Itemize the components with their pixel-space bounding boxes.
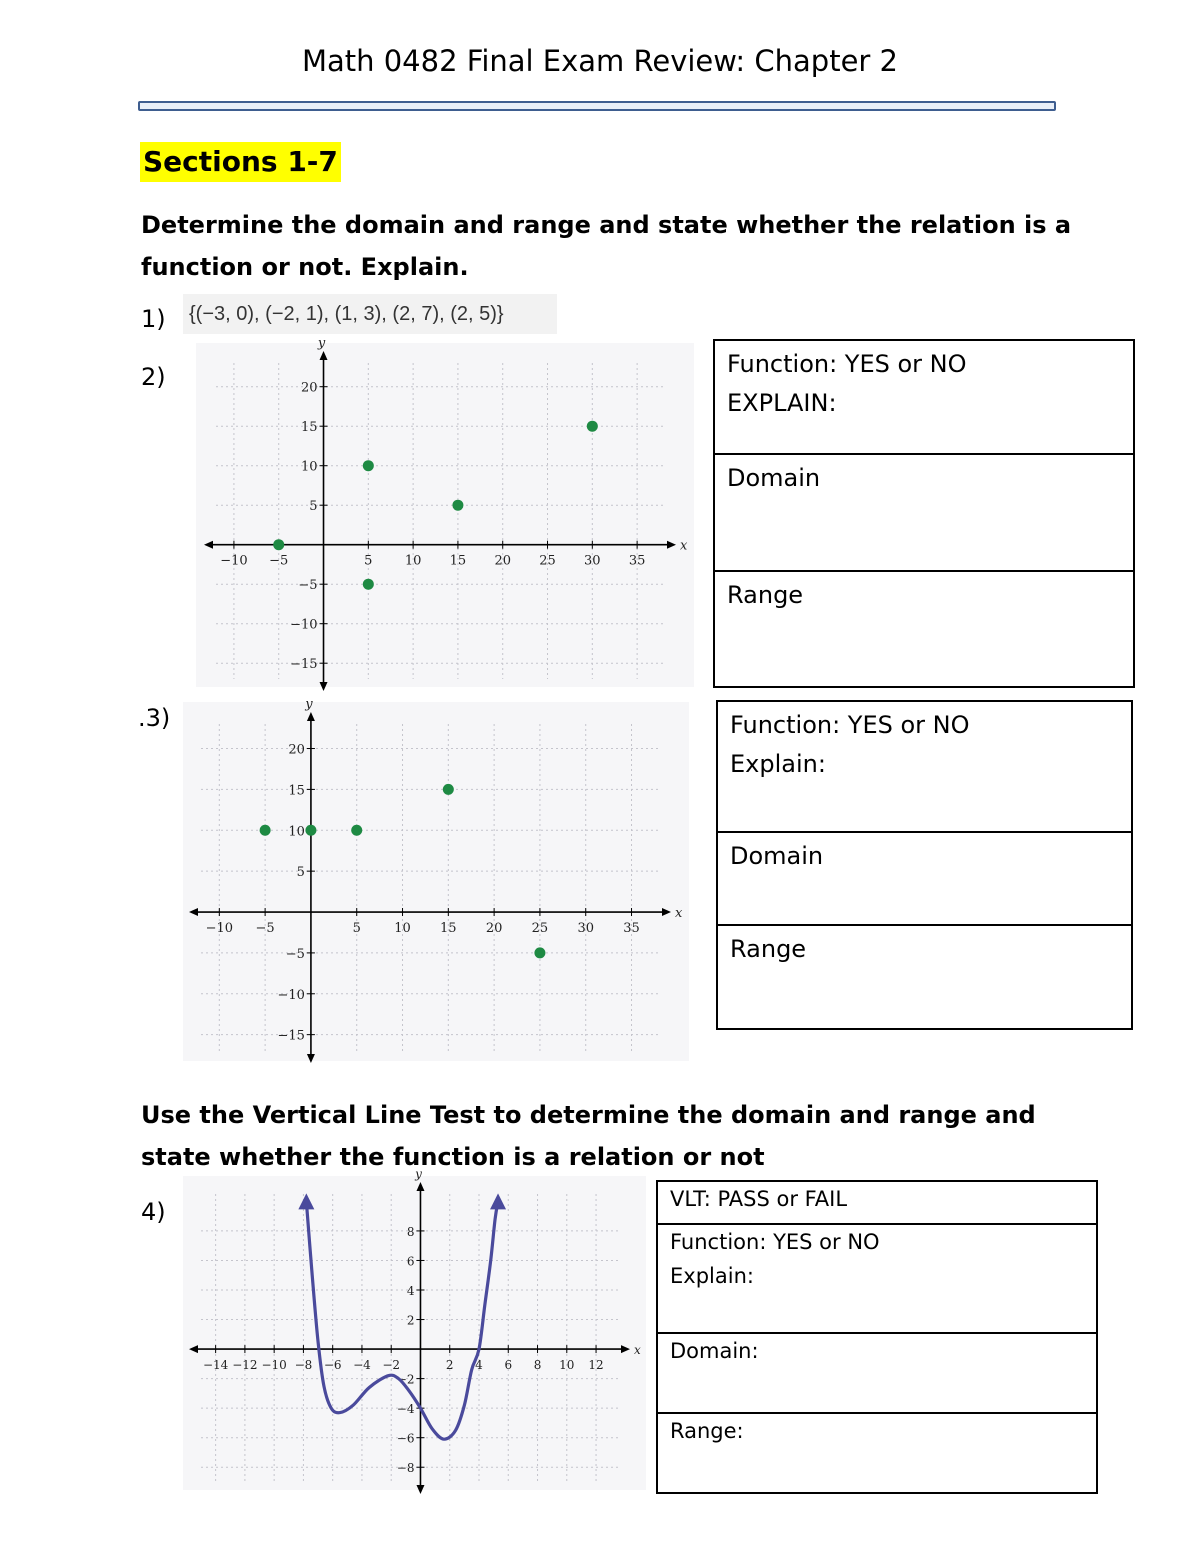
data-point xyxy=(363,579,374,590)
x-tick-label: 30 xyxy=(577,921,594,937)
x-tick-label: 12 xyxy=(588,1358,604,1373)
y-tick-label: −10 xyxy=(290,617,318,633)
domain-cell xyxy=(658,1334,1096,1414)
range-label: Range: xyxy=(670,1419,744,1443)
x-tick-label: −8 xyxy=(294,1358,313,1373)
x-tick-label: 6 xyxy=(504,1358,513,1373)
question-2-number: 2) xyxy=(141,363,166,391)
x-tick-label: 20 xyxy=(485,921,503,937)
data-point xyxy=(534,947,545,958)
y-tick-label: −15 xyxy=(277,1028,305,1044)
x-tick-label: 2 xyxy=(445,1358,454,1373)
y-tick-label: −6 xyxy=(396,1431,415,1446)
range-label: Range xyxy=(730,935,807,963)
x-tick-label: −10 xyxy=(261,1358,287,1373)
y-axis-arrow-down xyxy=(416,1485,424,1494)
x-axis-label: x xyxy=(634,1343,641,1358)
function-label: Function: YES or NO xyxy=(670,1230,880,1254)
x-axis-arrow-left xyxy=(189,1345,198,1353)
x-tick-label: −6 xyxy=(323,1358,342,1373)
x-axis-label: x xyxy=(675,906,683,922)
x-axis-arrow-left xyxy=(189,908,198,916)
domain-cell xyxy=(715,455,1133,572)
question-2-graph xyxy=(196,336,694,687)
range-cell xyxy=(715,572,1133,686)
y-tick-label: 5 xyxy=(309,499,318,515)
y-axis-label: y xyxy=(317,336,326,351)
line-plot xyxy=(183,1167,646,1490)
explain-label: Explain: xyxy=(670,1264,754,1288)
x-axis-arrow-left xyxy=(204,541,213,549)
question-2-answer-table xyxy=(713,339,1135,688)
function-label: Function: YES or NO xyxy=(730,711,970,739)
x-tick-label: 5 xyxy=(352,921,361,937)
domain-label: Domain xyxy=(730,842,824,870)
data-point xyxy=(260,825,271,836)
y-tick-label: 10 xyxy=(288,824,305,840)
question-1-number: 1) xyxy=(141,305,166,333)
question-4-answer-table xyxy=(656,1180,1098,1494)
y-axis-arrow-down xyxy=(320,682,328,691)
section-heading: Sections 1-7 xyxy=(140,142,341,182)
x-tick-label: −10 xyxy=(220,553,248,569)
y-tick-label: −5 xyxy=(298,578,318,594)
y-axis-arrow-up xyxy=(416,1182,424,1191)
y-tick-label: −5 xyxy=(285,946,305,962)
x-tick-label: 25 xyxy=(531,921,549,937)
x-tick-label: 4 xyxy=(475,1358,483,1373)
function-label: Function: YES or NO xyxy=(727,350,967,378)
function-cell xyxy=(715,341,1133,455)
vlt-label: VLT: PASS or FAIL xyxy=(670,1187,848,1211)
x-tick-label: 15 xyxy=(440,921,457,937)
x-tick-label: −12 xyxy=(232,1358,258,1373)
instructions-part1: Determine the domain and range and state whether the relation is a function or not. Explain. xyxy=(141,211,1072,281)
y-axis-label: y xyxy=(305,697,313,712)
domain-cell xyxy=(718,833,1131,926)
x-axis-arrow-right xyxy=(621,1345,630,1353)
x-tick-label: 10 xyxy=(394,921,411,937)
y-tick-label: −4 xyxy=(396,1402,415,1417)
range-cell xyxy=(718,926,1131,1028)
data-point xyxy=(452,500,463,511)
x-axis-arrow-right xyxy=(667,541,676,549)
page-title: Math 0482 Final Exam Review: Chapter 2 xyxy=(301,44,899,78)
y-tick-label: 2 xyxy=(406,1313,415,1328)
instructions-part2: Use the Vertical Line Test to determine the domain and range and state whether the function is a relation or not xyxy=(141,1101,1036,1171)
y-tick-label: 15 xyxy=(300,420,318,436)
data-point xyxy=(443,784,454,795)
curve-arrow-left xyxy=(298,1193,314,1209)
y-tick-label: −8 xyxy=(396,1461,415,1476)
x-tick-label: 35 xyxy=(628,553,646,569)
question-4-number: 4) xyxy=(141,1198,166,1226)
x-tick-label: −2 xyxy=(382,1358,401,1373)
data-point xyxy=(305,825,316,836)
y-tick-label: 6 xyxy=(406,1254,415,1269)
curve-arrow-right xyxy=(490,1193,506,1209)
x-tick-label: −5 xyxy=(269,553,289,569)
explain-label: Explain: xyxy=(730,750,826,778)
x-tick-label: 30 xyxy=(584,553,601,569)
y-tick-label: 20 xyxy=(288,742,305,758)
y-tick-label: −15 xyxy=(290,657,318,673)
y-axis-arrow-up xyxy=(320,351,328,360)
x-axis-arrow-right xyxy=(662,908,671,916)
data-point xyxy=(351,825,362,836)
x-tick-label: 35 xyxy=(623,921,640,937)
data-point xyxy=(587,421,598,432)
y-axis-label: y xyxy=(415,1167,422,1181)
question-3-answer-table xyxy=(716,700,1133,1030)
range-cell xyxy=(658,1414,1096,1492)
y-tick-label: 5 xyxy=(296,865,305,881)
y-tick-label: −10 xyxy=(277,987,305,1003)
title-divider xyxy=(138,101,1056,111)
x-tick-label: 20 xyxy=(494,553,511,569)
x-tick-label: −4 xyxy=(353,1358,371,1373)
scatter-plot-2 xyxy=(183,697,689,1061)
question-3-graph xyxy=(183,697,689,1061)
range-label: Range xyxy=(727,581,804,609)
y-tick-label: 10 xyxy=(300,459,318,475)
x-tick-label: −5 xyxy=(255,921,275,937)
data-point xyxy=(273,539,284,550)
x-axis-label: x xyxy=(680,538,688,554)
x-tick-label: 5 xyxy=(364,553,373,569)
x-tick-label: −10 xyxy=(205,921,234,937)
y-tick-label: 15 xyxy=(288,783,305,799)
y-axis-arrow-down xyxy=(307,1054,315,1063)
question-3-number: .3) xyxy=(138,704,171,732)
vlt-cell xyxy=(658,1182,1096,1225)
y-tick-label: −2 xyxy=(396,1372,415,1387)
function-cell xyxy=(658,1225,1096,1334)
x-tick-label: 10 xyxy=(559,1358,575,1373)
x-tick-label: 8 xyxy=(533,1358,542,1373)
x-tick-label: 15 xyxy=(449,553,467,569)
function-cell xyxy=(718,702,1131,833)
domain-label: Domain xyxy=(727,464,821,492)
x-tick-label: −14 xyxy=(202,1358,229,1373)
question-1-set: {(−3, 0), (−2, 1), (1, 3), (2, 7), (2, 5)} xyxy=(183,294,557,334)
domain-label: Domain: xyxy=(670,1339,759,1363)
y-tick-label: 8 xyxy=(406,1224,415,1239)
y-tick-label: 20 xyxy=(300,380,318,396)
data-point xyxy=(363,460,374,471)
x-tick-label: 25 xyxy=(539,553,556,569)
scatter-plot-1 xyxy=(196,336,694,687)
y-axis-arrow-up xyxy=(307,712,315,721)
y-tick-label: 4 xyxy=(406,1284,415,1298)
explain-label: EXPLAIN: xyxy=(727,389,837,417)
question-4-graph xyxy=(183,1167,646,1490)
x-tick-label: 10 xyxy=(404,553,422,569)
